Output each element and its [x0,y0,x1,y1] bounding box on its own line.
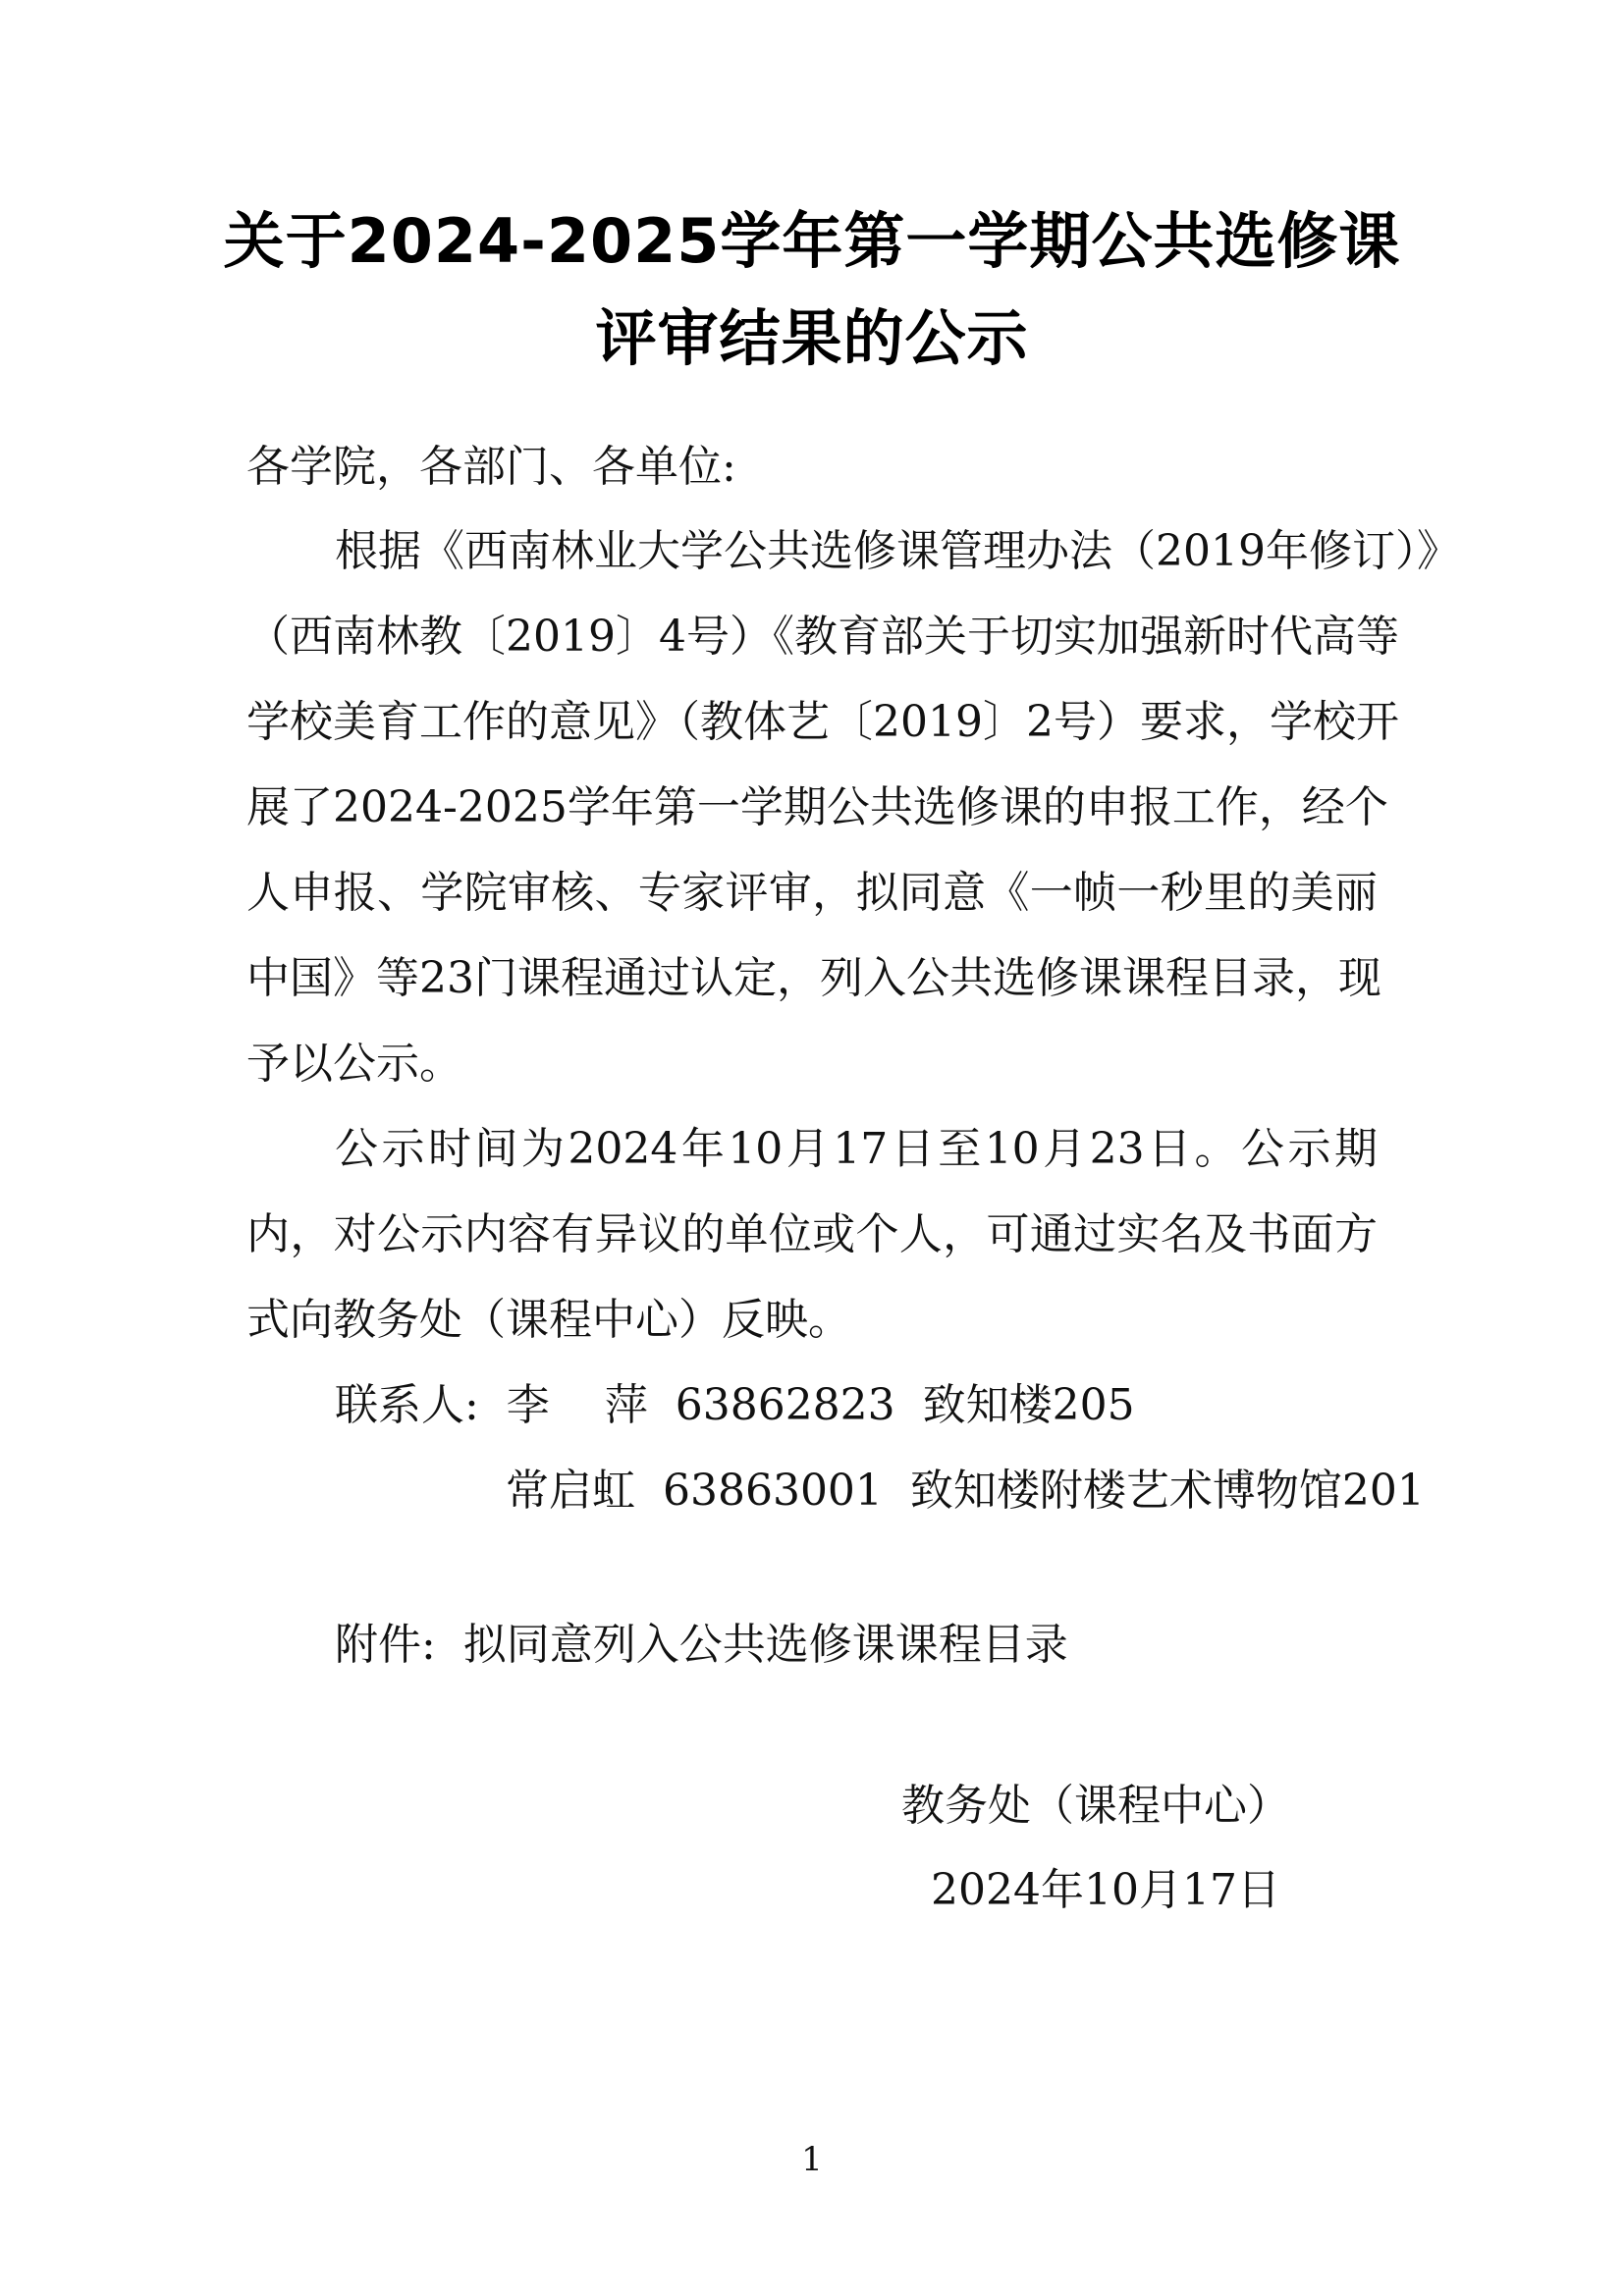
paragraph-2-line-2: 内，对公示内容有异议的单位或个人，可通过实名及书面方 [246,1209,1378,1259]
signature-office: 教务处（课程中心） [901,1781,1290,1831]
paragraph-2-line-1: 公示时间为2024年10月17日至10月23日。公示期 [335,1124,1378,1174]
paragraph-2-line-3: 式向教务处（课程中心）反映。 [246,1295,851,1345]
paragraph-1-line-7: 予以公示。 [246,1039,462,1089]
contact-line-2: 常启虹 63863001 致知楼附楼艺术博物馆201 [506,1466,1425,1516]
page-number: 1 [801,2140,823,2179]
paragraph-1-line-3: 学校美育工作的意见》（教体艺〔2019〕2号）要求，学校开 [246,697,1399,747]
attachment-line: 附件: 拟同意列入公共选修课课程目录 [335,1620,1068,1670]
signature-date: 2024年10月17日 [931,1865,1280,1915]
paragraph-1-line-5: 人申报、学院审核、专家评审，拟同意《一帧一秒里的美丽 [246,868,1378,918]
document-title-line-2: 评审结果的公示 [595,302,1029,374]
contact-line-1: 联系人: 李 萍 63862823 致知楼205 [335,1380,1135,1430]
paragraph-1-line-2: （西南林教〔2019〕4号）《教育部关于切实加强新时代高等 [246,612,1399,662]
paragraph-1-line-4: 展了2024-2025学年第一学期公共选修课的申报工作，经个 [246,782,1388,832]
paragraph-1-line-6: 中国》等23门课程通过认定，列入公共选修课课程目录，现 [246,953,1381,1003]
document-title-line-1: 关于2024-2025学年第一学期公共选修课 [223,205,1401,277]
paragraph-1-line-1: 根据《西南林业大学公共选修课管理办法（2019年修订）》 [335,526,1460,576]
salutation: 各学院，各部门、各单位: [246,442,736,492]
